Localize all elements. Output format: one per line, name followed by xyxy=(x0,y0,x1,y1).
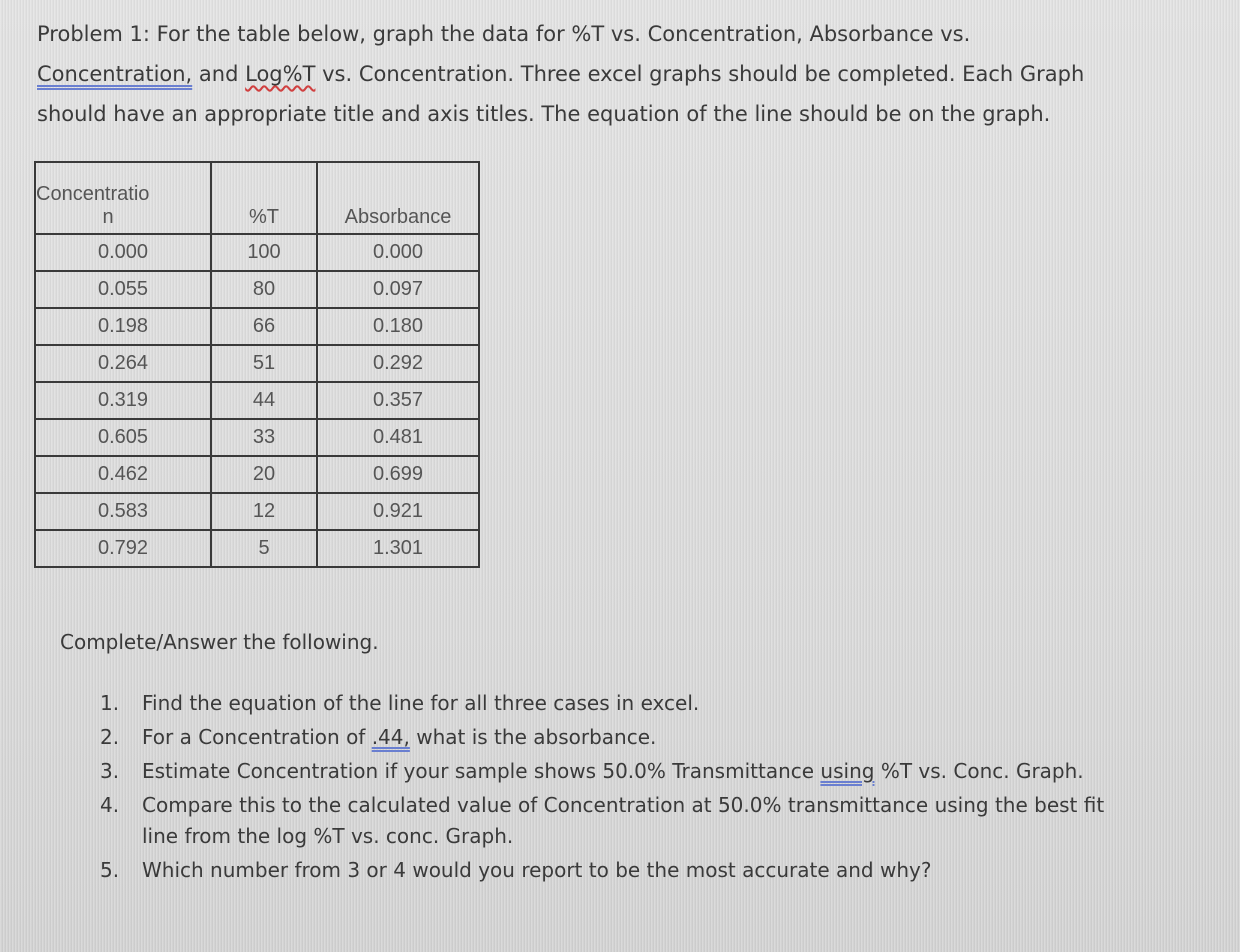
list-item xyxy=(100,790,1110,852)
complete-heading: Complete/Answer the following. xyxy=(60,630,379,654)
question-list xyxy=(100,688,1110,889)
cell-concentration: 0.605 xyxy=(35,419,211,456)
cell-absorbance: 0.000 xyxy=(317,234,479,271)
cell-concentration: 0.198 xyxy=(35,308,211,345)
cell-percent-t: 51 xyxy=(211,345,317,382)
header-absorbance: Absorbance xyxy=(317,162,479,234)
question-text-c: what is the absorbance. xyxy=(416,725,657,749)
cell-percent-t: 44 xyxy=(211,382,317,419)
question-number: 4. xyxy=(100,793,120,817)
cell-concentration: 0.583 xyxy=(35,493,211,530)
table-header-row xyxy=(35,162,479,234)
question-number: 5. xyxy=(100,858,120,882)
header-concentration-line1: Concentratio xyxy=(36,183,150,205)
table-row xyxy=(35,456,479,493)
question-text-a: For a Concentration of xyxy=(142,725,366,749)
cell-concentration: 0.319 xyxy=(35,382,211,419)
cell-absorbance: 0.180 xyxy=(317,308,479,345)
cell-concentration: 0.462 xyxy=(35,456,211,493)
cell-percent-t: 66 xyxy=(211,308,317,345)
table-row xyxy=(35,345,479,382)
problem-line-1: Problem 1: For the table below, graph the data for %T vs. Concentration, Absorbance vs. xyxy=(37,22,971,46)
table-row xyxy=(35,493,479,530)
logpt-spellcheck-text: Log%T xyxy=(245,62,316,86)
cell-absorbance: 0.292 xyxy=(317,345,479,382)
cell-percent-t: 12 xyxy=(211,493,317,530)
cell-absorbance: 0.699 xyxy=(317,456,479,493)
table-row xyxy=(35,382,479,419)
table-row xyxy=(35,308,479,345)
question-text: Find the equation of the line for all three cases in excel. xyxy=(142,691,700,715)
header-concentration-line2: n xyxy=(102,206,114,228)
and-text: and xyxy=(198,62,239,86)
question-number: 3. xyxy=(100,759,120,783)
cell-absorbance: 0.357 xyxy=(317,382,479,419)
table-row xyxy=(35,234,479,271)
problem-statement xyxy=(37,14,1187,134)
cell-absorbance: 1.301 xyxy=(317,530,479,567)
list-item xyxy=(100,855,1110,886)
cell-percent-t: 100 xyxy=(211,234,317,271)
header-concentration xyxy=(35,162,211,234)
cell-concentration: 0.000 xyxy=(35,234,211,271)
cell-percent-t: 20 xyxy=(211,456,317,493)
list-item xyxy=(100,688,1110,719)
question-value-underlined: .44, xyxy=(371,725,410,749)
table-row xyxy=(35,530,479,567)
cell-percent-t: 33 xyxy=(211,419,317,456)
question-text-a: Estimate Concentration if your sample shows 50.0% Transmittance xyxy=(142,759,815,783)
problem-line-2 xyxy=(37,54,1187,94)
table-row xyxy=(35,419,479,456)
question-text: Which number from 3 or 4 would you report to be the most accurate and why? xyxy=(142,858,932,882)
table-row xyxy=(35,271,479,308)
concentration-underlined-text: Concentration, xyxy=(37,62,193,86)
data-table xyxy=(34,161,480,568)
problem-line-2-rest: vs. Concentration. Three excel graphs should be completed. Each Graph xyxy=(322,62,1085,86)
header-percent-t: %T xyxy=(211,162,317,234)
question-text-c: %T vs. Conc. Graph. xyxy=(880,759,1084,783)
cell-percent-t: 80 xyxy=(211,271,317,308)
cell-absorbance: 0.097 xyxy=(317,271,479,308)
cell-absorbance: 0.481 xyxy=(317,419,479,456)
question-number: 2. xyxy=(100,725,120,749)
cell-concentration: 0.055 xyxy=(35,271,211,308)
problem-line-3: should have an appropriate title and axis titles. The equation of the line should be on the graph. xyxy=(37,102,1051,126)
list-item xyxy=(100,722,1110,753)
cell-percent-t: 5 xyxy=(211,530,317,567)
cell-absorbance: 0.921 xyxy=(317,493,479,530)
question-text: Compare this to the calculated value of Concentration at 50.0% transmittance using the best fit line from the log %T vs. conc. Graph. xyxy=(142,793,1105,848)
cell-concentration: 0.264 xyxy=(35,345,211,382)
question-using-underlined: using xyxy=(820,759,875,783)
question-number: 1. xyxy=(100,691,120,715)
cell-concentration: 0.792 xyxy=(35,530,211,567)
list-item xyxy=(100,756,1110,787)
